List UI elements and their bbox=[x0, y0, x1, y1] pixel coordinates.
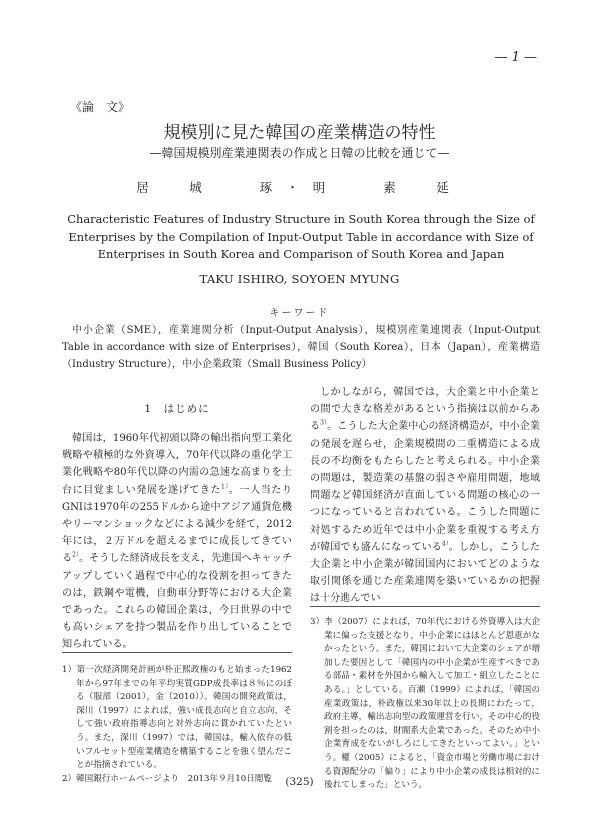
paragraph: 韓国は，1960年代初頭以降の輸出指向型工業化戦略や積極的な外資導入，70年代以降の重化学工業化戦略や80年代以降の内需の急速な高まりを土台に目覚ましい発展を遂げてきた$^{1)}$。一人当たりGNIは1970年の255ドルから途中アジア通貨危機やリーマンショックなどによる減少を経て，2012年には，２万ドルを超えるまでに成長してきている$^{2)}$。そうした経済成長を支え，先進国へキャッチアップしていく過程で中心的な役割を担ってきたのは，鉄鋼や電機，自動車分野等における大企業であった。これらの韓国企業は，今日世界の中でも高いシェアを持つ製品を作り出していることで知られている。 bbox=[62, 433, 293, 651]
footer-page-ref: (325) bbox=[285, 776, 314, 788]
body-column-right bbox=[310, 384, 540, 608]
section-heading: 1 はじめに bbox=[144, 403, 210, 415]
footnotes-right bbox=[310, 616, 540, 793]
paper-title: 規模別に見た韓国の産業構造の特性 bbox=[163, 123, 436, 143]
footnote: 1）第一次経済開発計画が朴正熙政権のもと始まった1962年から97年までの年平均実質GDP成長率は８％にのぼる（服部（2001），金（2010））。韓国の開発政策は，深川（1997）によれば，強い成長志向と自立志向，そして強い政府指導志向と対外志向に貫かれていたという。また，深川（1997）では，韓国は，輸入依存の低いフルセット型産業構造を構築することを強く望んだことが指摘されている。 bbox=[62, 665, 292, 771]
author-given-names-2: 素 延 bbox=[383, 180, 463, 195]
footnotes-left bbox=[62, 664, 292, 786]
footnote-divider bbox=[62, 652, 292, 653]
footnote-divider bbox=[310, 606, 540, 607]
body-column-left bbox=[62, 430, 292, 654]
footnote: 2）韓国銀行ホームページより 2013年９月10日閲覧 bbox=[62, 773, 272, 784]
paragraph: しかしながら，韓国では，大企業と中小企業との間で大きな格差があるという指摘は以前からある$^{3)}$。こうした大企業中心の経済構造が，中小企業の発展を遅らせ，企業規模間の二重構造による成長の不均衡をもたらしたと考えられる。中小企業の問題は，製造業の基盤の弱さや雇用問題，地域問題など韓国経済が直面している問題の核心の一つになっていると言われている。こうした問題に対処するため近年では中小企業を重視する考え方が韓国でも盛んになっている$^{4)}$。しかし，こうした大企業と中小企業が韓国国内においてどのような取引関係を通じた産業連関を築いているかの把握は十分進んでい bbox=[310, 387, 541, 605]
page-number: — 1 — bbox=[494, 50, 537, 65]
authors-japanese bbox=[0, 178, 599, 196]
keywords-heading: キーワード bbox=[269, 308, 330, 319]
author-given-names-1: 琢・明 bbox=[259, 180, 340, 195]
authors-english: TAKU ISHIRO, SOYOEN MYUNG bbox=[199, 272, 400, 286]
paper-subtitle: —韓国規模別産業連関表の作成と日韓の比較を通じて— bbox=[149, 146, 450, 160]
author-family-names: 居 城 bbox=[136, 180, 216, 195]
paper-title-english: Characteristic Features of Industry Structure in South Korea through the Size of Enterprises by the Compilation of Input-Output Table in accordance with Size of Enterprises in South Korea and Comparison of South Korea and Japan bbox=[67, 212, 535, 261]
footnote: 3）李（2007）によれば，70年代における外資導入は大企業に偏った支援となり，中小企業にはほとんど恩恵がなかったという。また，韓国において大企業のシェアが増加した要因として「韓国内の中小企業が生産すべきである部品・素材を外国から輸入して加工・組立したことにある。」としている。百瀬（1999）によれば，「韓国の産業政策は，朴政権以来30年以上の長期にわたって，政府主導，輸出志向型の政策運営を行い，その中心的役割を担ったのは，財閥系大企業であった。そのため中小企業育成をないがしろにしてきたといってよい。」という。權（2005）によると，「資金市場と労働市場における資源配分の「偏り」により中小企業の成長は相対的に後れてしまった」という。 bbox=[310, 617, 540, 791]
keywords-text: 中小企業（SME），産業連関分析（Input-Output Analysis），規模別産業連関表（Input-Output Table in accordance with size of Enterprises），韓国（South Korea），日本（Japan），産業構造（Industry Structure），中小企業政策（Small Business Policy） bbox=[62, 325, 540, 370]
section-tag: 《論 文》 bbox=[70, 100, 131, 114]
